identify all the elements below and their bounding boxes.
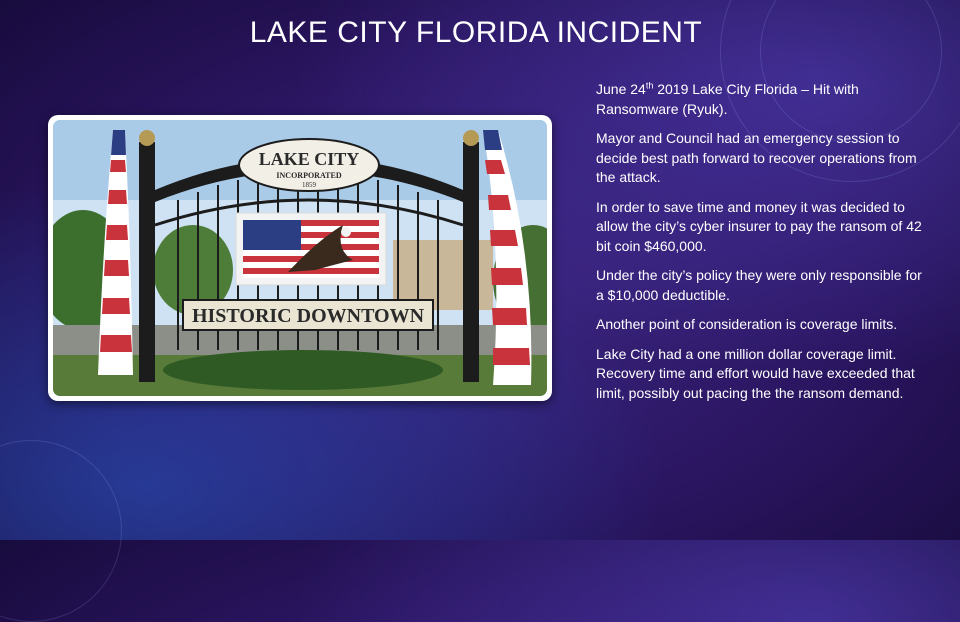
paragraph-emergency-session: Mayor and Council had an emergency session to decide best path forward to recover operations from the attack.	[596, 130, 917, 185]
slide-title: LAKE CITY FLORIDA INCIDENT	[249, 16, 703, 49]
paragraph-coverage-detail: Lake City had a one million dollar coverage limit. Recovery time and effort would have exceeded that limit, possibly out pacing the the ransom demand.	[596, 345, 915, 401]
paragraph-deductible: Under the city’s policy they were only responsible for a $10,000 deductible.	[596, 267, 922, 303]
paragraph-ransomware-hit: June 24th 2019 Lake City Florida – Hit with Ransomware (Ryuk).	[596, 80, 859, 117]
paragraph-ransom-payment: In order to save time and money it was decided to allow the city’s cyber insurer to pay the ransom of 42 bit coin $460,000.	[596, 198, 922, 254]
sign-year-text: 1859	[302, 181, 316, 189]
lake-city-sign-photo	[48, 115, 552, 401]
sign-incorporated-text: INCORPORATED	[276, 171, 342, 180]
sign-district-text: HISTORIC DOWNTOWN	[191, 305, 425, 327]
decorative-ring-bottom-left	[0, 440, 122, 622]
incident-description	[596, 80, 926, 413]
sign-name-text: LAKE CITY	[258, 149, 360, 169]
paragraph-coverage-limits: Another point of consideration is coverage limits.	[596, 316, 898, 332]
sign-photo-illustration	[53, 120, 547, 396]
